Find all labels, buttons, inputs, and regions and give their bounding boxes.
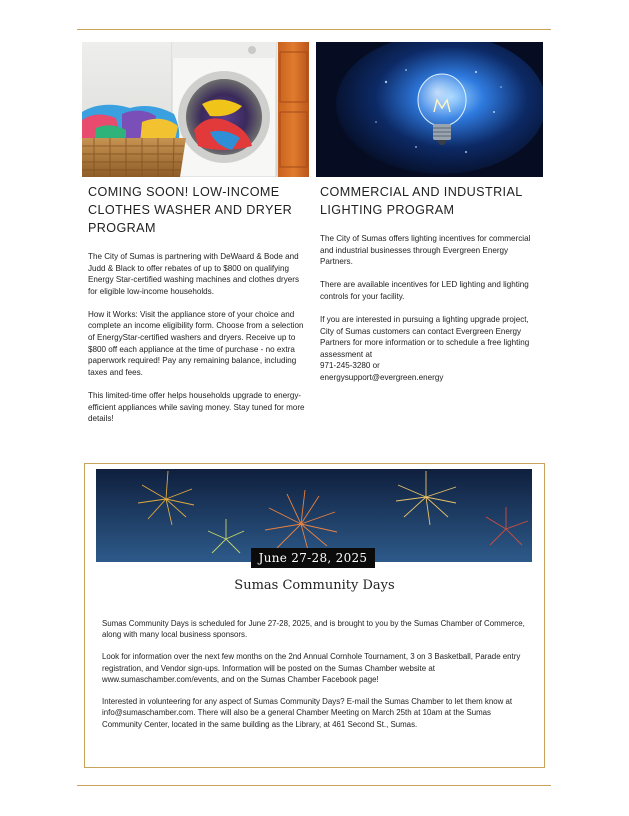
event-volunteer: Interested in volunteering for any aspect of Sumas Community Days? E-mail the Sumas Chamber to let them know at info@sumaschamber.com. There will also be a general Chamber Meeting on March 25th at 10am at the Sumas Community Center, located in the same building as the Library, at 461 Second St., Sumas. [102, 697, 513, 729]
lighting-incentives: There are available incentives for LED lighting and lighting controls for your facility. [320, 280, 529, 301]
lighting-title: COMMERCIAL AND INDUSTRIAL LIGHTING PROGRAM [320, 185, 523, 217]
lighting-phone: 971-245-3280 or [320, 361, 380, 371]
washer-dryer-how-it-works: How it Works: Visit the appliance store of your choice and complete an income eligibility form. Choose from a selection of EnergyStar-certified washers and dryers. Receive up to $800 off each appliance at the time of purchase - no extra paperwork required! Pay any remaining balance, including taxes and fees. [88, 309, 304, 377]
lighting-intro: The City of Sumas offers lighting incentives for commercial and industrial businesses through Evergreen Energy Partners. [320, 234, 531, 267]
washer-dryer-article [88, 183, 308, 436]
lighting-article [320, 183, 540, 384]
light-bulb-photo [316, 42, 543, 177]
lighting-contact-text: If you are interested in pursuing a lighting upgrade project, City of Sumas customers can contact Evergreen Energy Partners for more information or to schedule a free lighting assessment at [320, 314, 530, 359]
lighting-email[interactable]: energysupport@evergreen.energy [320, 372, 444, 382]
event-body [102, 618, 527, 741]
laundry-photo [82, 42, 309, 177]
washer-dryer-intro: The City of Sumas is partnering with DeWaard & Bode and Judd & Black to offer rebates of up to $800 on qualifying Energy Star-certified washing machines and clothes dryers for eligible low-income households. [88, 252, 299, 296]
lighting-contact [320, 314, 540, 384]
event-date-tag: June 27-28, 2025 [251, 548, 375, 568]
event-intro: Sumas Community Days is scheduled for June 27-28, 2025, and is brought to you by the Sumas Chamber of Commerce, along with many local business sponsors. [102, 619, 525, 640]
event-title: Sumas Community Days [234, 578, 395, 593]
bottom-divider [77, 785, 551, 786]
top-divider [77, 29, 551, 30]
washer-dryer-closing: This limited-time offer helps households upgrade to energy-efficient appliances while saving money. Stay tuned for more details! [88, 390, 305, 424]
community-days-section [84, 463, 545, 768]
event-info: Look for information over the next few months on the 2nd Annual Cornhole Tournament, 3 on 3 Basketball, Parade entry registration, and Vendor sign-ups. Information will be posted on the Sumas Chamber website at www.sumaschamber.com/events, and on the Sumas Chamber Facebook page! [102, 652, 521, 685]
washer-dryer-title: COMING SOON! LOW-INCOME CLOTHES WASHER AND DRYER PROGRAM [88, 185, 293, 235]
